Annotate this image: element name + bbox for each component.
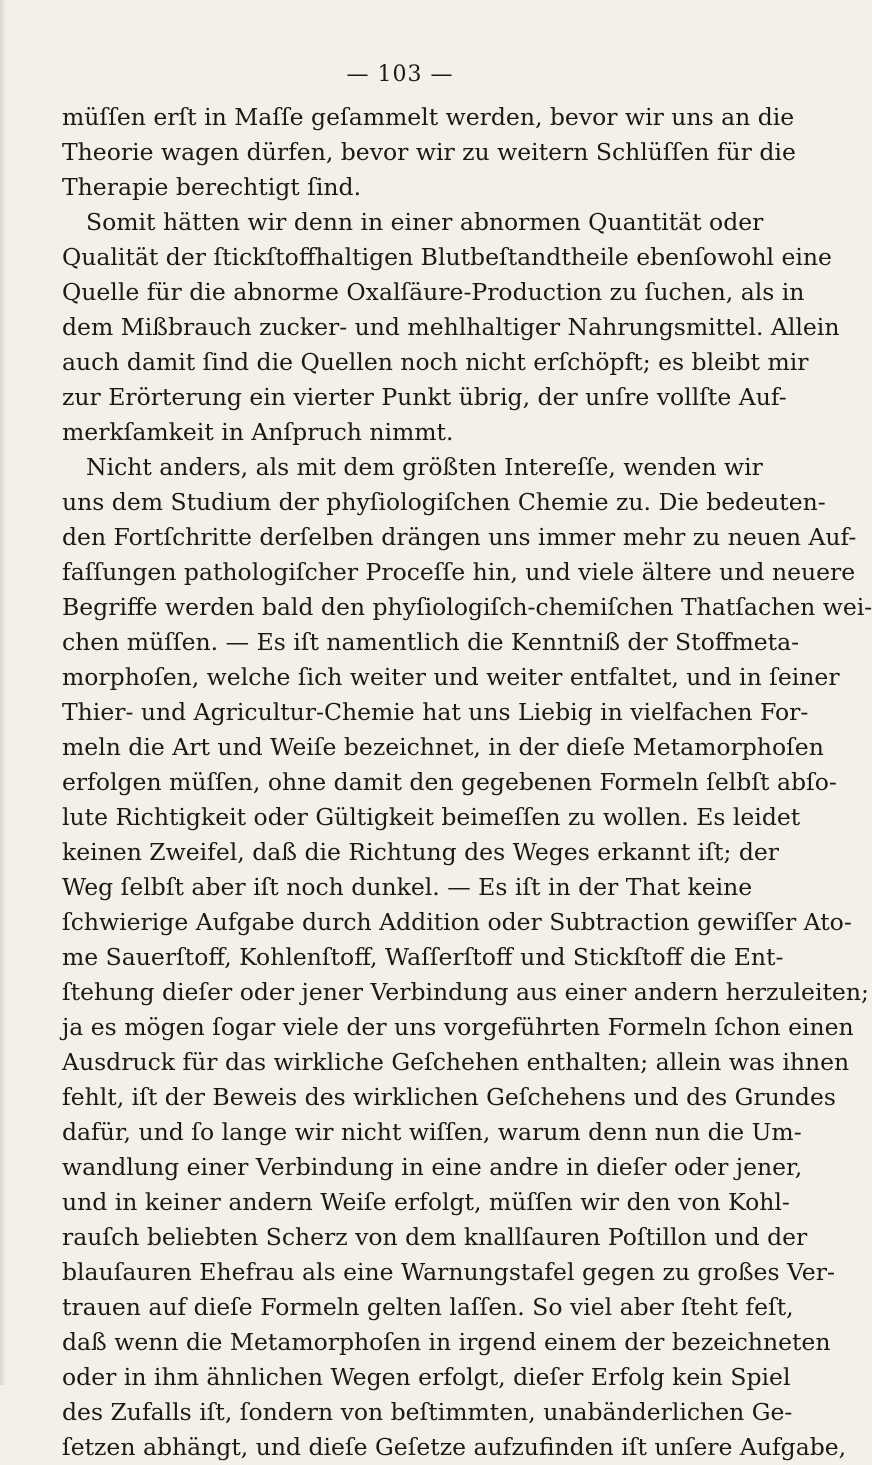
text-line: dem Mißbrauch zucker- und mehlhaltiger Nahrungsmittel. Allein	[62, 313, 840, 341]
text-line: ſtehung dieſer oder jener Verbindung aus einer andern herzuleiten;	[62, 978, 869, 1006]
text-line: me Sauerſtoff, Kohlenſtoff, Waſſerſtoff und Stickſtoff die Ent-	[62, 943, 784, 971]
text-line: trauen auf dieſe Formeln gelten laſſen. So viel aber ſteht feſt,	[62, 1293, 794, 1321]
text-line: auch damit ſind die Quellen noch nicht erſchöpft; es bleibt mir	[62, 348, 809, 376]
text-line: Nicht anders, als mit dem größten Intereſſe, wenden wir	[86, 453, 763, 481]
text-line: chen müſſen. — Es iſt namentlich die Kenntniß der Stoffmeta-	[62, 628, 800, 656]
text-line: den Fortſchritte derſelben drängen uns immer mehr zu neuen Auf-	[62, 523, 857, 551]
text-line: wandlung einer Verbindung in eine andre in dieſer oder jener,	[62, 1153, 803, 1181]
text-line: merkſamkeit in Anſpruch nimmt.	[62, 418, 454, 446]
text-line: Therapie berechtigt ſind.	[62, 173, 362, 201]
text-line: Thier- und Agricultur-Chemie hat uns Liebig in vielfachen For-	[62, 698, 809, 726]
text-line: zur Erörterung ein vierter Punkt übrig, der unſre vollſte Auf-	[62, 383, 787, 411]
text-line: blauſauren Ehefrau als eine Warnungstafel gegen zu großes Ver-	[62, 1258, 835, 1286]
text-line: keinen Zweifel, daß die Richtung des Weges erkannt iſt; der	[62, 838, 780, 866]
body-text	[62, 100, 872, 1465]
text-line: Somit hätten wir denn in einer abnormen Quantität oder	[86, 208, 764, 236]
text-line: müſſen erſt in Maſſe geſammelt werden, bevor wir uns an die	[62, 103, 795, 131]
text-line: rauſch beliebten Scherz von dem knallſauren Poſtillon und der	[62, 1223, 808, 1251]
text-line: morphoſen, welche ſich weiter und weiter entfaltet, und in ſeiner	[62, 663, 840, 691]
text-line: meln die Art und Weiſe bezeichnet, in der dieſe Metamorphoſen	[62, 733, 824, 761]
text-line: fehlt, iſt der Beweis des wirklichen Geſchehens und des Grundes	[62, 1083, 836, 1111]
text-line: oder in ihm ähnlichen Wegen erfolgt, dieſer Erfolg kein Spiel	[62, 1363, 791, 1391]
text-line: daß wenn die Metamorphoſen in irgend einem der bezeichneten	[62, 1328, 831, 1356]
text-line: Theorie wagen dürfen, bevor wir zu weitern Schlüſſen für die	[62, 138, 796, 166]
text-line: Weg ſelbſt aber iſt noch dunkel. — Es iſt in der That keine	[62, 873, 753, 901]
text-line: Ausdruck für das wirkliche Geſchehen enthalten; allein was ihnen	[62, 1048, 850, 1076]
text-line: des Zufalls iſt, ſondern von beſtimmten, unabänderlichen Ge-	[62, 1398, 793, 1426]
text-line: uns dem Studium der phyſiologiſchen Chemie zu. Die bedeuten-	[62, 488, 826, 516]
text-line: ſetzen abhängt, und dieſe Geſetze aufzufinden iſt unſere Aufgabe,	[62, 1433, 847, 1461]
text-line: und in keiner andern Weiſe erfolgt, müſſen wir den von Kohl-	[62, 1188, 790, 1216]
text-line: ja es mögen ſogar viele der uns vorgeführten Formeln ſchon einen	[62, 1013, 854, 1041]
text-line: ſchwierige Aufgabe durch Addition oder Subtraction gewiſſer Ato-	[62, 908, 852, 936]
page-number: — 103 —	[346, 62, 454, 87]
text-line: lute Richtigkeit oder Gültigkeit beimeſſen zu wollen. Es leidet	[62, 803, 801, 831]
text-line: dafür, und ſo lange wir nicht wiſſen, warum denn nun die Um-	[62, 1118, 802, 1146]
text-line: erfolgen müſſen, ohne damit den gegebenen Formeln ſelbſt abſo-	[62, 768, 837, 796]
text-line: faſſungen pathologiſcher Proceſſe hin, und viele ältere und neuere	[62, 558, 856, 586]
page-edge-shadow	[0, 0, 6, 1385]
text-line: Qualität der ſtickſtoffhaltigen Blutbeſtandtheile ebenſowohl eine	[62, 243, 832, 271]
text-line: Begriffe werden bald den phyſiologiſch-chemiſchen Thatſachen wei-	[62, 593, 872, 621]
text-line: Quelle für die abnorme Oxalſäure-Production zu ſuchen, als in	[62, 278, 805, 306]
